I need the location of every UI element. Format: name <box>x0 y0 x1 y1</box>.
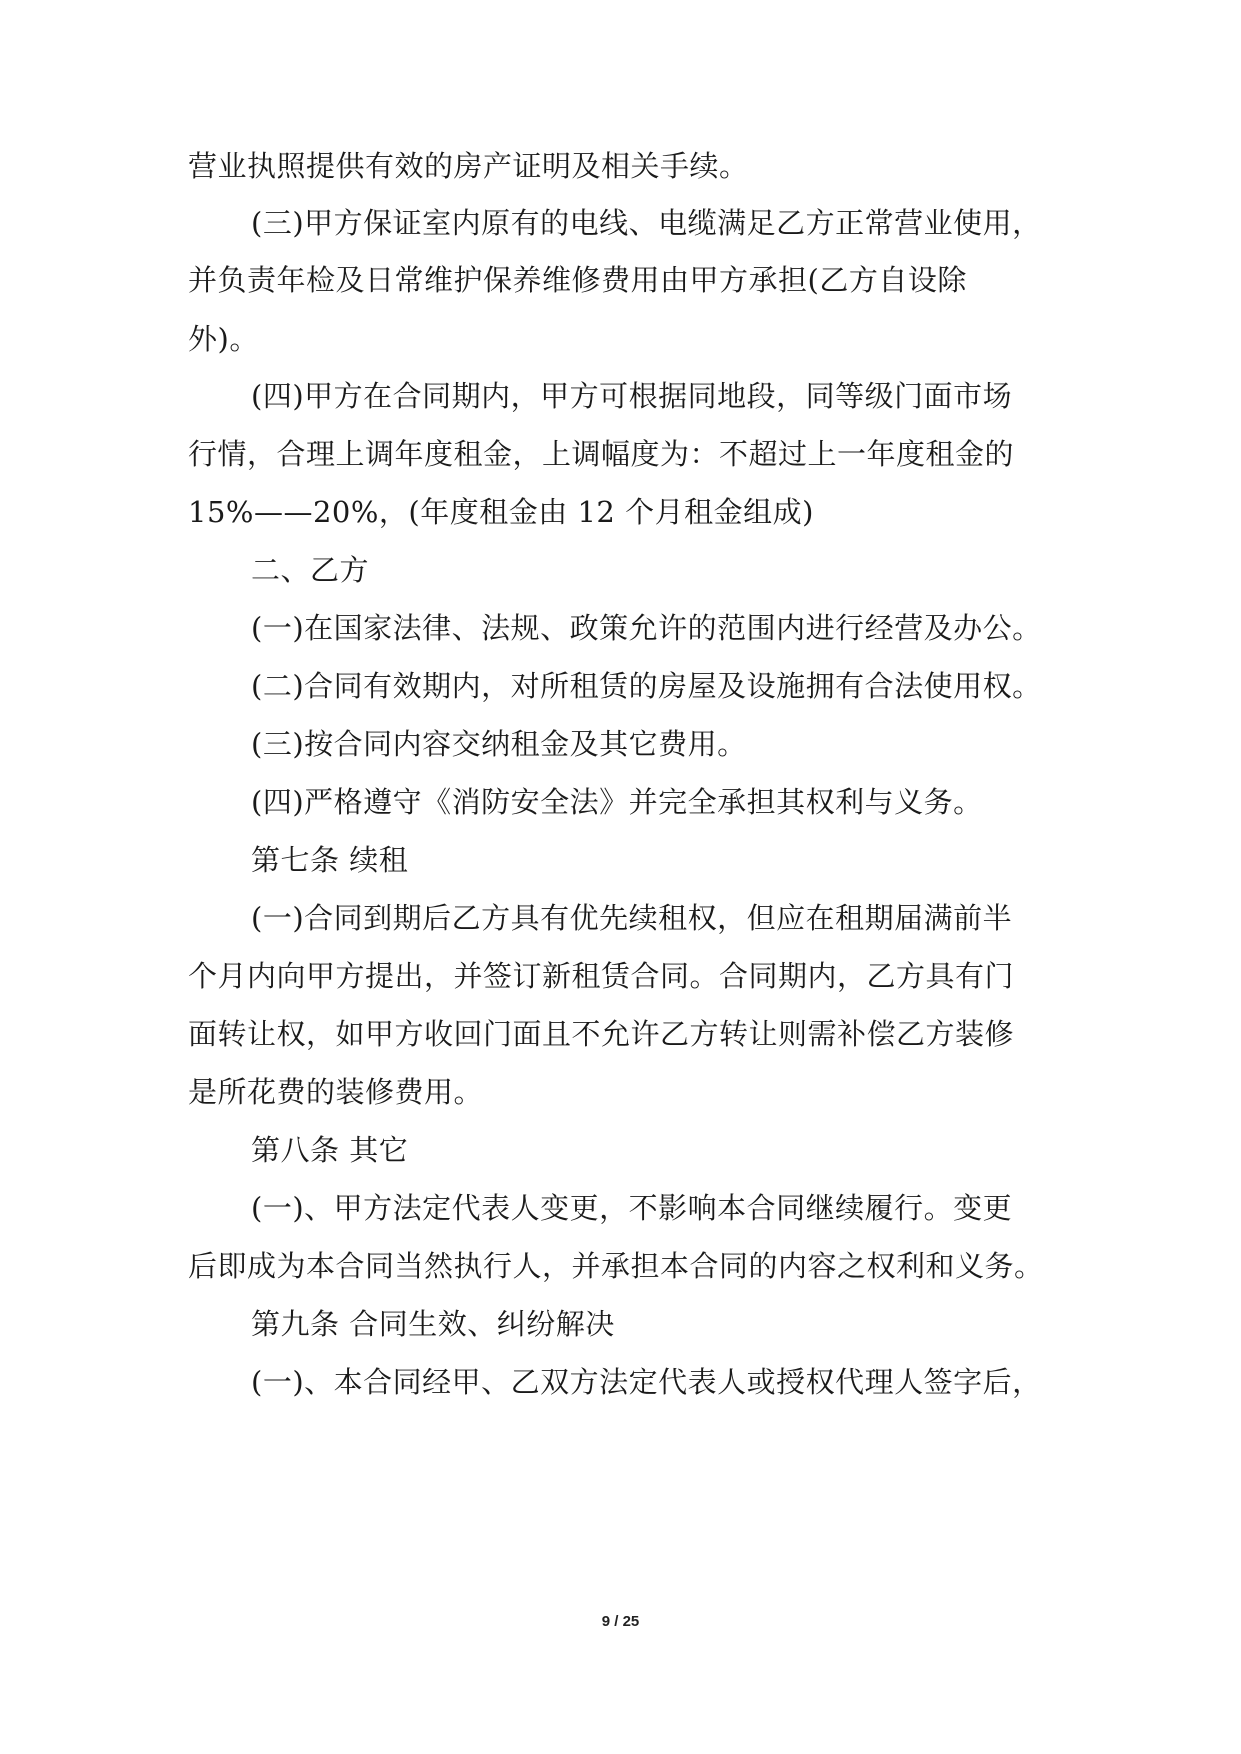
text-line: 行情，合理上调年度租金，上调幅度为：不超过上一年度租金的 <box>188 437 1015 471</box>
text-line: 15%——20%，(年度租金由 12 个月租金组成) <box>188 495 814 529</box>
text-line: (三)甲方保证室内原有的电线、电缆满足乙方正常营业使用， <box>251 206 1042 240</box>
text-line: (一)、本合同经甲、乙双方法定代表人或授权代理人签字后， <box>251 1365 1042 1399</box>
text-line: (二)合同有效期内，对所租赁的房屋及设施拥有合法使用权。 <box>251 669 1042 703</box>
text-line: (四)甲方在合同期内，甲方可根据同地段，同等级门面市场 <box>251 379 1013 413</box>
text-line: 面转让权，如甲方收回门面且不允许乙方转让则需补偿乙方装修 <box>188 1017 1015 1051</box>
section-heading: 二、乙方 <box>251 553 370 587</box>
text-line: 是所花费的装修费用。 <box>188 1075 484 1109</box>
text-line: 外)。 <box>188 322 259 356</box>
text-line: (四)严格遵守《消防安全法》并完全承担其权利与义务。 <box>251 785 983 819</box>
page-number: 9 / 25 <box>601 1613 640 1630</box>
text-line: 营业执照提供有效的房产证明及相关手续。 <box>188 149 749 183</box>
text-line: 并负责年检及日常维护保养维修费用由甲方承担(乙方自设除 <box>188 263 967 297</box>
text-line: 个月内向甲方提出，并签订新租赁合同。合同期内，乙方具有门 <box>188 959 1015 993</box>
article-heading: 第八条 其它 <box>251 1133 409 1167</box>
text-line: (一)在国家法律、法规、政策允许的范围内进行经营及办公。 <box>251 611 1042 645</box>
text-line: (三)按合同内容交纳租金及其它费用。 <box>251 727 747 761</box>
article-heading: 第九条 合同生效、纠纷解决 <box>251 1307 615 1341</box>
text-line: (一)合同到期后乙方具有优先续租权，但应在租期届满前半 <box>251 901 1013 935</box>
article-heading: 第七条 续租 <box>251 843 409 877</box>
text-line: (一)、甲方法定代表人变更，不影响本合同继续履行。变更 <box>251 1191 1013 1225</box>
text-line: 后即成为本合同当然执行人，并承担本合同的内容之权利和义务。 <box>188 1249 1044 1283</box>
